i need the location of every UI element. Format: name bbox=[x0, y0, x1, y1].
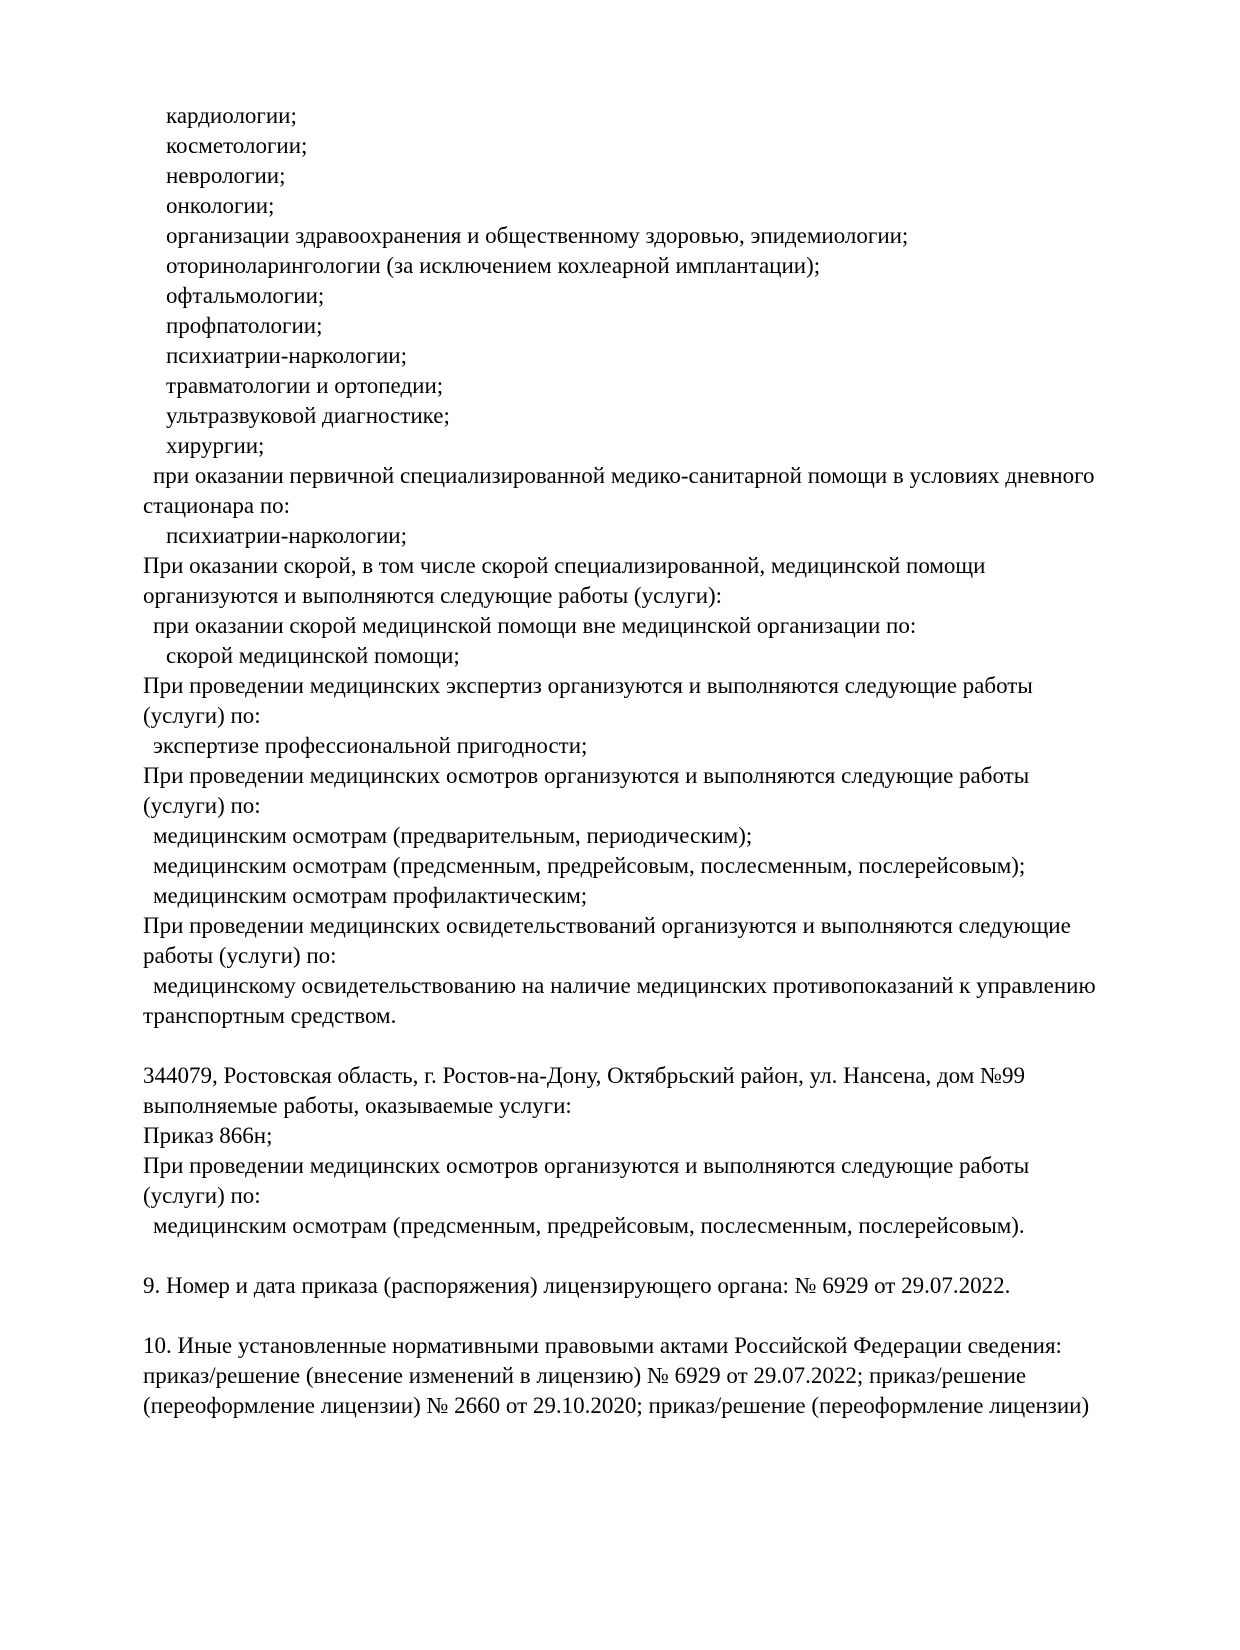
document-line: травматологии и ортопедии; bbox=[166, 373, 444, 398]
document-line: скорой медицинской помощи; bbox=[166, 643, 460, 668]
document-line: профпатологии; bbox=[166, 313, 323, 338]
document-line: медицинскому освидетельствованию на наличие медицинских противопоказаний к управлению bbox=[153, 973, 1096, 998]
document-line: ультразвуковой диагностике; bbox=[166, 403, 450, 428]
document-line: приказ/решение (внесение изменений в лицензию) № 6929 от 29.07.2022; приказ/решение bbox=[143, 1363, 1027, 1388]
document-line: 10. Иные установленные нормативными правовыми актами Российской Федерации сведения: bbox=[143, 1333, 1062, 1358]
document-line: При проведении медицинских экспертиз организуются и выполняются следующие работы bbox=[143, 673, 1033, 698]
document-line: (услуги) по: bbox=[143, 793, 261, 818]
document-blank-line bbox=[143, 1301, 1130, 1331]
document-line: организуются и выполняются следующие работы (услуги): bbox=[143, 583, 723, 608]
document-line: кардиологии; bbox=[166, 103, 297, 128]
document-blank-line bbox=[143, 1241, 1130, 1271]
document-line: (услуги) по: bbox=[143, 1183, 261, 1208]
document-line: транспортным средством. bbox=[143, 1003, 397, 1028]
document-line: косметологии; bbox=[166, 133, 308, 158]
document-line: работы (услуги) по: bbox=[143, 943, 337, 968]
document-line: при оказании скорой медицинской помощи вне медицинской организации по: bbox=[153, 613, 917, 638]
document-line: медицинским осмотрам (предварительным, периодическим); bbox=[153, 823, 753, 848]
document-line: 9. Номер и дата приказа (распоряжения) лицензирующего органа: № 6929 от 29.07.2022. bbox=[143, 1273, 1011, 1298]
document-line: При проведении медицинских осмотров организуются и выполняются следующие работы bbox=[143, 1153, 1030, 1178]
document-line: офтальмологии; bbox=[166, 283, 325, 308]
document-line: оториноларингологии (за исключением кохлеарной имплантации); bbox=[166, 253, 821, 278]
document-line: хирургии; bbox=[166, 433, 265, 458]
document-line: организации здравоохранения и общественному здоровью, эпидемиологии; bbox=[166, 223, 909, 248]
document-line: 344079, Ростовская область, г. Ростов-на-Дону, Октябрьский район, ул. Нансена, дом №99 bbox=[143, 1063, 1025, 1088]
document-line: При оказании скорой, в том числе скорой специализированной, медицинской помощи bbox=[143, 553, 986, 578]
document-line: неврологии; bbox=[166, 163, 286, 188]
document-line: Приказ 866н; bbox=[143, 1123, 273, 1148]
document-line: (переоформление лицензии) № 2660 от 29.10.2020; приказ/решение (переоформление лицензии) bbox=[143, 1393, 1090, 1418]
document-line: медицинским осмотрам (предсменным, предрейсовым, послесменным, послерейсовым). bbox=[153, 1213, 1025, 1238]
document-line: при оказании первичной специализированной медико-санитарной помощи в условиях дневного bbox=[153, 463, 1095, 488]
document-line: медицинским осмотрам профилактическим; bbox=[153, 883, 588, 908]
document-line: стационара по: bbox=[143, 493, 291, 518]
document-line: (услуги) по: bbox=[143, 703, 261, 728]
document-body bbox=[143, 101, 1130, 1421]
document-line: онкологии; bbox=[166, 193, 275, 218]
document-line: выполняемые работы, оказываемые услуги: bbox=[143, 1093, 572, 1118]
document-blank-line bbox=[143, 1031, 1130, 1061]
document-line: экспертизе профессиональной пригодности; bbox=[153, 733, 588, 758]
document-line: психиатрии-наркологии; bbox=[166, 343, 407, 368]
document-line: При проведении медицинских осмотров организуются и выполняются следующие работы bbox=[143, 763, 1030, 788]
document-line: медицинским осмотрам (предсменным, предрейсовым, послесменным, послерейсовым); bbox=[153, 853, 1026, 878]
document-line: При проведении медицинских освидетельствований организуются и выполняются следующие bbox=[143, 913, 1071, 938]
document-line: психиатрии-наркологии; bbox=[166, 523, 407, 548]
